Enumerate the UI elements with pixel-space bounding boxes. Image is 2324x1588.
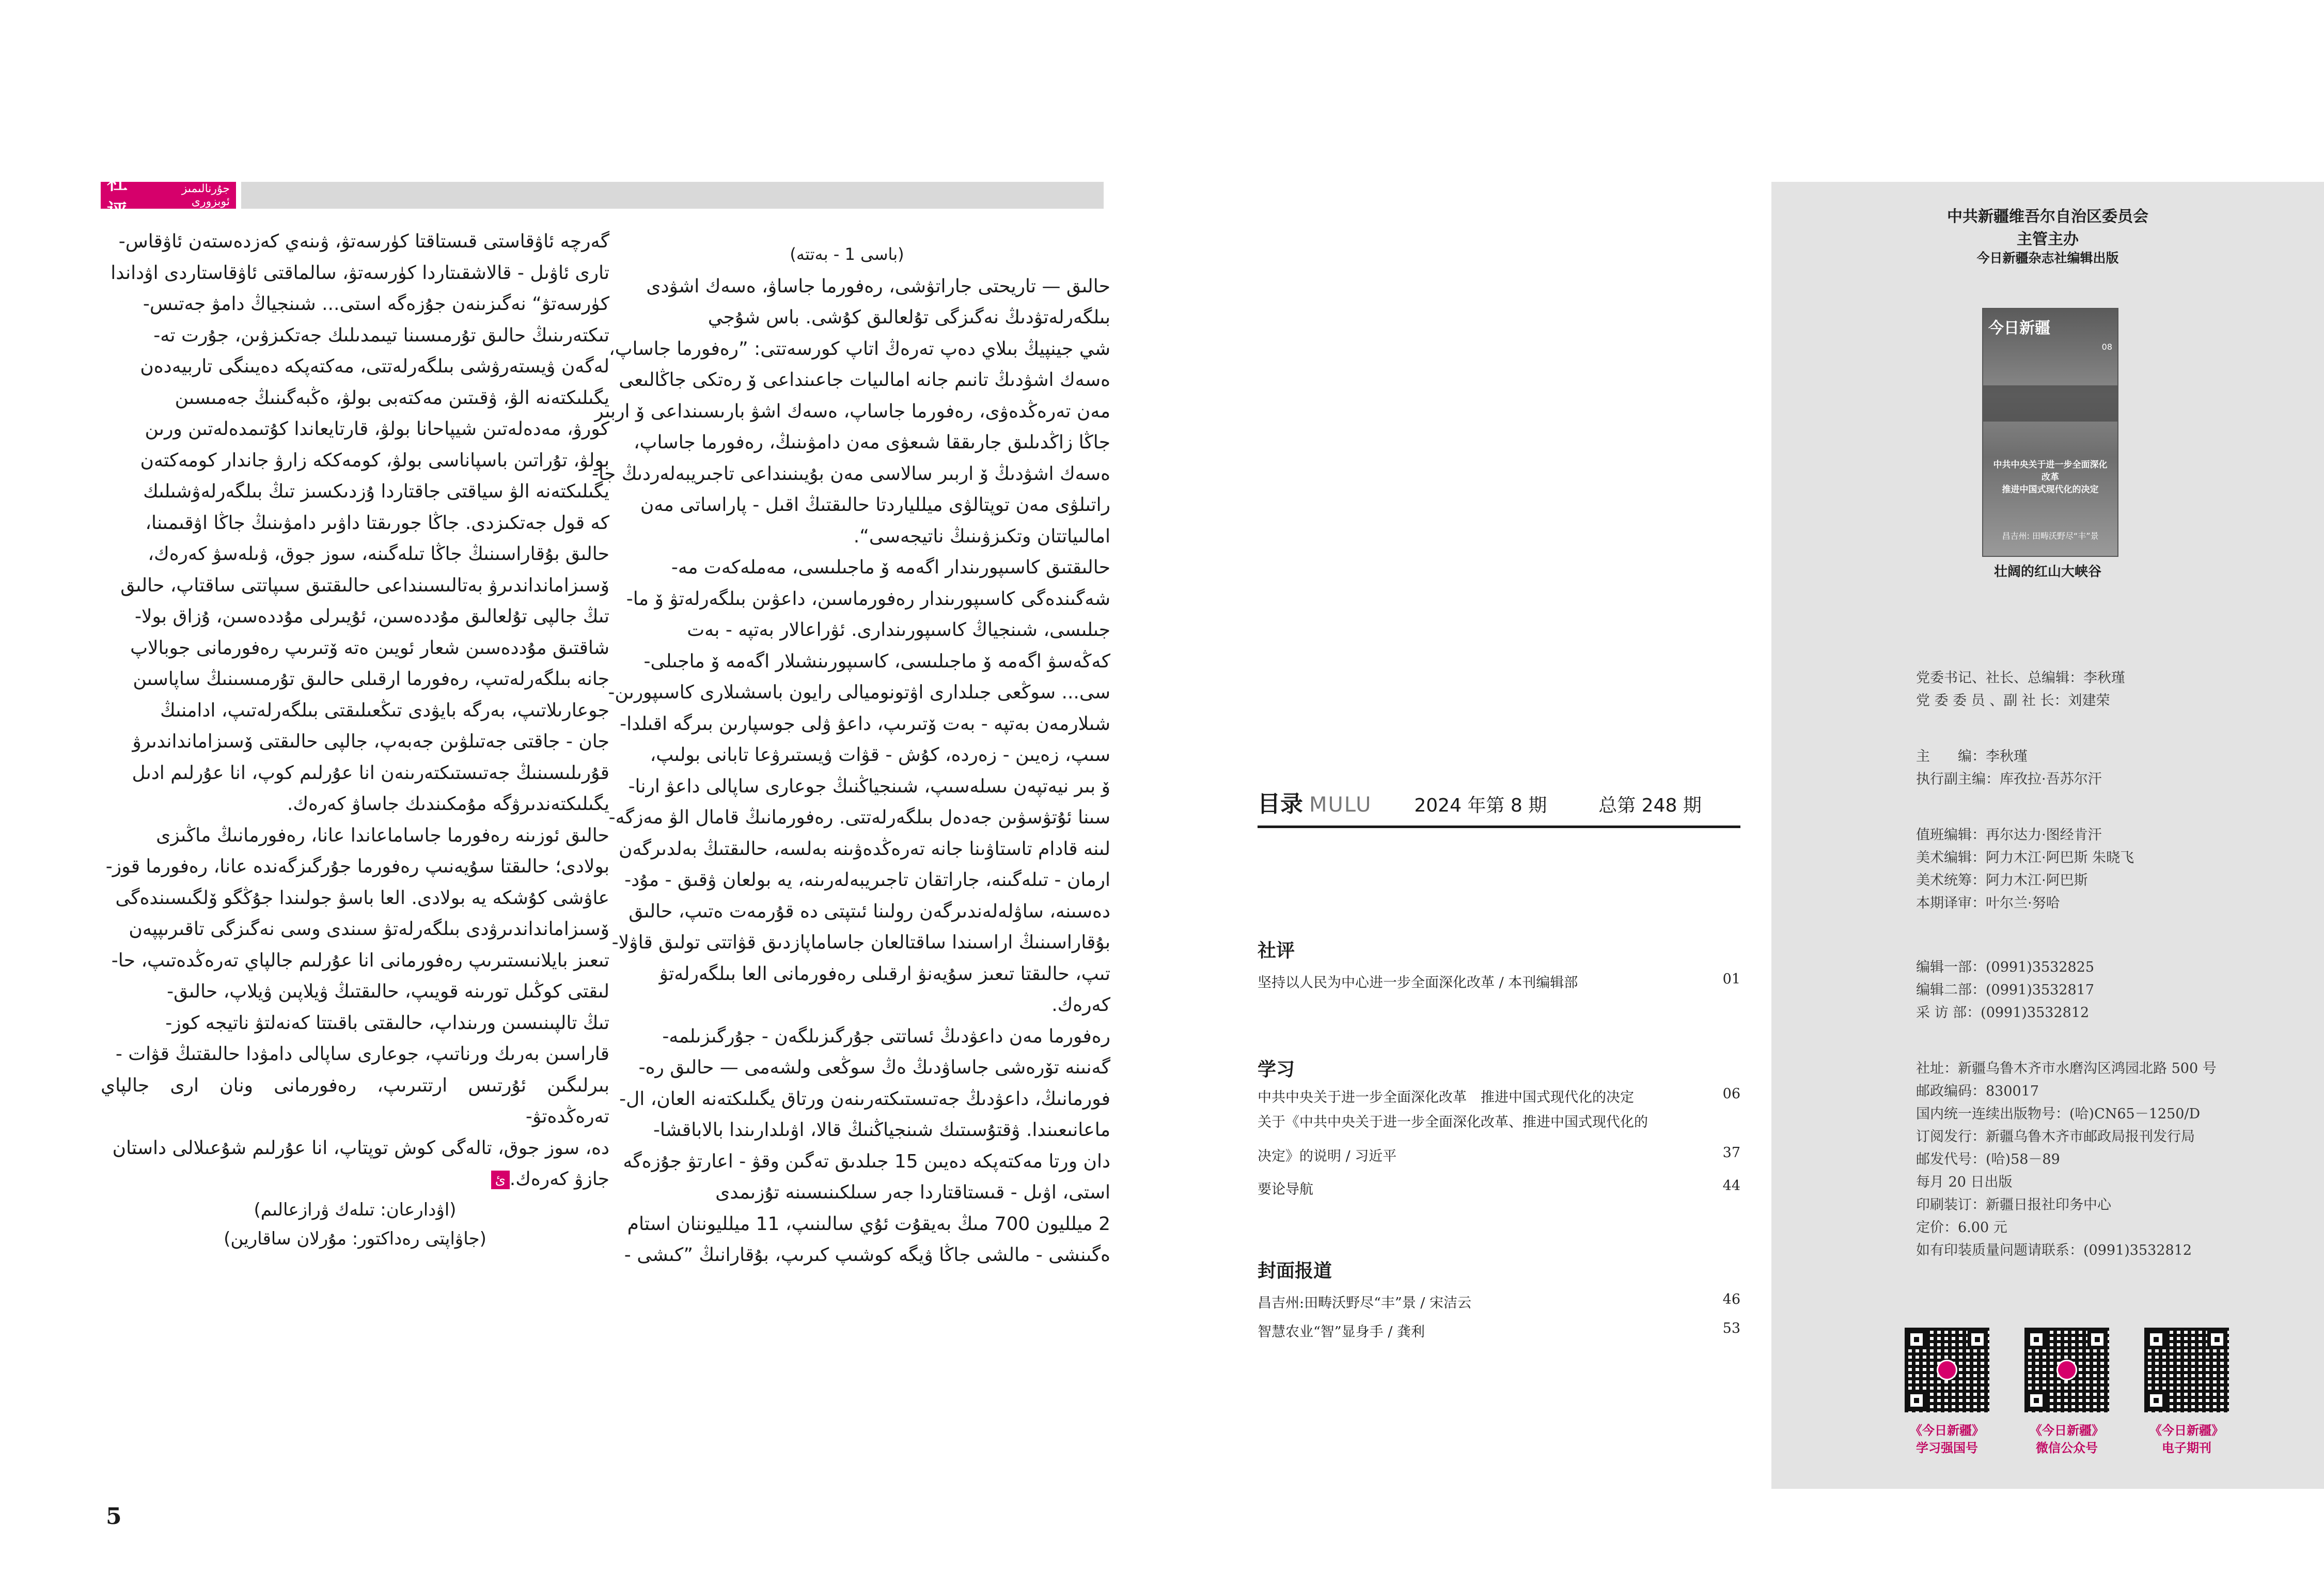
qr-code-icon[interactable] bbox=[1905, 1328, 1989, 1412]
toc-item-page: 46 bbox=[1722, 1291, 1740, 1307]
article-column-middle bbox=[584, 239, 1110, 1271]
text-line: شىلارمەن بەتپە - بەت ۆتىرىپ، داعۋ ۋلى جوسپارىن بىرگە اقىلدا- bbox=[620, 713, 1110, 735]
qr-logo-icon bbox=[1937, 1360, 1957, 1380]
paragraph bbox=[101, 226, 609, 820]
toc-title: 目录 bbox=[1258, 791, 1303, 817]
text-line: سى... سوڭعى جىلدارى اۋتونوميالى رايون باسشىلارى كاسىپورىن- bbox=[608, 682, 1110, 703]
text-line: مەن تەرەڭدەۋى، رەفورما جاساپ، ەسەك اشۋ بارىسىنداعى ۆ اربىر bbox=[594, 400, 1110, 422]
qr-logo-icon bbox=[2056, 1360, 2077, 1380]
toc-item[interactable] bbox=[1258, 1086, 1740, 1106]
cover-caption: 壮阔的红山大峡谷 bbox=[1993, 564, 2101, 580]
text-line: ارمان - تىلەگىنە، جاراتقان تاجىريبەلەرىنە، يە بولعان ۋقىق - مۇد- bbox=[624, 869, 1110, 891]
toc-item-title: 要论导航 bbox=[1258, 1181, 1313, 1197]
qr-caption-line: 微信公众号 bbox=[2036, 1441, 2098, 1455]
article-end-mark-icon: ئ bbox=[491, 1171, 510, 1189]
table-of-contents bbox=[1258, 785, 1740, 1340]
toc-total-issue: 总第 248 期 bbox=[1598, 795, 1702, 816]
qr-finder-icon bbox=[2027, 1391, 2046, 1410]
cover-masthead: 今日新疆 bbox=[1988, 319, 2050, 337]
text-line: كەڭەسۋ اگەمە ۆ ماجىلىسى، كاسىپورىنشىلار اگەمە ۆ ماجىلى- bbox=[643, 650, 1110, 672]
text-line: سىپ، زەيىن - زەردە، كۇش - قۋات ۋيستىرۋعا تابانى بولىپ، bbox=[650, 744, 1110, 766]
text-line: لەگەن ۋيستەرۋشى بىلگەرلەتتى، مەكتەپكە دەيىنگى تاربيەدەن bbox=[140, 356, 609, 377]
toc-item-page: 44 bbox=[1722, 1178, 1740, 1194]
qr-finder-icon bbox=[2087, 1330, 2107, 1349]
text-line: لىقتى كوڭىل تورىنە قويىپ، حالىقتىڭ ۋيلاپىن ۋيلاپ، حالىق- bbox=[167, 981, 609, 1002]
text-line: حالىق — تاريحتى جاراتۋشى، رەفورما جاساۋ، ەسەك اشۋدى bbox=[646, 275, 1110, 297]
editor-credit: (جاۋاپتى رەداكتور: مۇرلان ساقارين) bbox=[224, 1228, 486, 1249]
phone-line: 编辑一部：(0991)3532825 bbox=[1916, 959, 2095, 975]
sponsor-line: 中共新疆维吾尔自治区委员会 bbox=[1947, 208, 2148, 226]
toc-item-title: 昌吉州:田畴沃野尽“丰”景 / 宋洁云 bbox=[1258, 1295, 1471, 1311]
text-line: شي جينپيڭ بىلاي دەپ تەرەڭ اتاپ كورسەتتى: ”رەفورما جاساپ، bbox=[608, 338, 1110, 360]
text-line: سىنا ئۇتۋسۋىن جەدەل بىلگەرلەتتى. رەفورمانىڭ قامال الۋ مەزگە- bbox=[608, 807, 1110, 828]
publication-line: 国内统一连续出版物号：(哈)CN65－1250/D bbox=[1916, 1106, 2201, 1122]
text-line: تىڭ جالپى تۇلعالىق مۇددەسىن، ئۇيىرلى مۇددەسىن، ۇزاق بولا- bbox=[134, 606, 609, 627]
paragraph bbox=[584, 1021, 1110, 1271]
text-line: تىڭ تالپىنىسىن ورىنداپ، حالىقتى باقىتتا كەنەلتۋ ناتيجە كوز- bbox=[165, 1012, 609, 1034]
text-line: قاراسىن بەرىك ورناتىپ، جوعارى ساپالى دامۋدا حالىقتىڭ قۋات - bbox=[115, 1044, 609, 1065]
toc-item-title: 决定》的说明 / 习近平 bbox=[1258, 1148, 1397, 1164]
text-line: لىنە قادام تاستاۋىنا جانە تەرەڭدەۋىنە بەلسە، حالىقتىڭ بەلدىرگەن bbox=[619, 838, 1110, 860]
phone-line: 编辑二部：(0991)3532817 bbox=[1916, 982, 2095, 998]
text-line: رەفورما مەن داعۋدىڭ ئساتتى جۇرگىزىلگەن - جۇرگىزىلمە- bbox=[662, 1025, 1110, 1047]
continued-from-note: (باسى 1 - بەتتە) bbox=[790, 244, 904, 264]
toc-item[interactable] bbox=[1258, 971, 1740, 991]
text-line: حالىقتىق كاسىپورىندار اگەمە ۆ ماجىلىسى، مەملەكەت مە- bbox=[671, 557, 1110, 578]
text-line: كۈرسەتۋ“ نەگىزىنەن جۇزەگە استى... شىنجياڭ دامۋ جەتىس- bbox=[143, 293, 609, 315]
section-tag-zh: 社评 bbox=[107, 170, 128, 224]
translator-credit: (اۋدارعان: تىلەك ۋرازعالىم) bbox=[254, 1199, 457, 1220]
qr-finder-icon bbox=[2146, 1330, 2166, 1349]
text-line: دان ورتا مەكتەپكە دەيىن 15 جىلدىق تەگىن وقۋ - اعارتۋ جۇزەگە bbox=[623, 1150, 1110, 1172]
article-column-left bbox=[101, 226, 609, 1253]
qr-code-icon[interactable] bbox=[2144, 1328, 2229, 1412]
cover-headline-line: 中共中央关于进一步全面深化改革 bbox=[1993, 460, 2108, 482]
qr-finder-icon bbox=[2146, 1391, 2166, 1410]
toc-item[interactable] bbox=[1258, 1111, 1740, 1131]
toc-item-page bbox=[1709, 1111, 1740, 1131]
qr-caption bbox=[1890, 1422, 2004, 1457]
text-line: بولادى؛ حالىقتا سۇيەنىپ رەفورما جۇرگىزگەندە عانا، رەفورما قوز- bbox=[105, 856, 609, 877]
cover-band bbox=[1983, 385, 2117, 422]
text-line: گەرچە ئاۋقاستى قىستاقتا كۈرسەتۋ، ۋىنەي كەزدەستەن ئاۋقاس- bbox=[118, 231, 609, 252]
text-line: شەگىندەگى كاسىپورىندار رەفورماسىن، داعۋىن بىلگەرلەتۋ ۆ ما- bbox=[626, 588, 1110, 610]
qr-caption-line: 《今日新疆》 bbox=[2149, 1423, 2224, 1438]
qr-finder-icon bbox=[1907, 1330, 1926, 1349]
publication-line: 定价：6.00 元 bbox=[1916, 1220, 2007, 1236]
toc-item[interactable] bbox=[1258, 1178, 1740, 1198]
sponsor-line: 主管主办 bbox=[2017, 230, 2079, 248]
page-number: 5 bbox=[106, 1503, 122, 1530]
publication-line: 社址：新疆乌鲁木齐市水磨沟区鸿园北路 500 号 bbox=[1916, 1061, 2217, 1077]
publication-line: 每月 20 日出版 bbox=[1916, 1174, 2013, 1190]
text-line: تىعىز بايلانىستىرىپ رەفورمانى انا عۇرلىم جالپاي تەرەڭدەتىپ، حا- bbox=[111, 949, 609, 971]
text-line: كەرەك. bbox=[1051, 994, 1110, 1016]
text-line: جانە بىلگەرلەتىپ، رەفورما ارقىلى حالىق تۇرمىسىنىڭ ساپاسىن bbox=[133, 668, 609, 690]
toc-item-page: 37 bbox=[1722, 1145, 1740, 1161]
text-line: ۆسىزامانداندىرۋدى بىلگەرلەتۋ سىندى وسى نەگىزگى تاقىرىپپەن bbox=[129, 918, 609, 940]
publication-line: 印刷装订：新疆日报社印务中心 bbox=[1916, 1197, 2111, 1213]
text-line: 2 ميلليون 700 مىڭ بەيقۇت ئۇي سالىنىپ، 11 ميلليوننان استام bbox=[627, 1213, 1110, 1235]
section-tag-accent bbox=[236, 182, 241, 209]
qr-caption-line: 《今日新疆》 bbox=[1910, 1423, 1984, 1438]
text-line: ەگىنشى - مالشى جاڭا ۋيگە كوشىپ كىرىپ، بۇقارانىڭ ”كىشى - bbox=[624, 1244, 1110, 1266]
staff-line: 美术编辑：阿力木江·阿巴斯 朱晓飞 bbox=[1916, 850, 2134, 866]
toc-item-page: 53 bbox=[1722, 1320, 1740, 1336]
cover-bottom-line: 昌吉州: 田畴沃野尽“丰”景 bbox=[2002, 531, 2099, 541]
toc-section-title: 封面报道 bbox=[1258, 1260, 1332, 1282]
staff-line: 值班编辑：再尔达力·图经肯汗 bbox=[1916, 827, 2102, 843]
toc-item-title: 坚持以人民为中心进一步全面深化改革 / 本刊编辑部 bbox=[1258, 975, 1578, 991]
qr-caption bbox=[2130, 1422, 2243, 1457]
text-line: قۇرىلىسىنىڭ جەتىستىكتەرىنەن انا عۇرلىم كوپ، انا عۇرلىم ادىل bbox=[132, 762, 609, 784]
cover-image bbox=[1982, 308, 2118, 557]
toc-item[interactable] bbox=[1258, 1320, 1740, 1341]
toc-item-title: 中共中央关于进一步全面深化改革 推进中国式现代化的决定 bbox=[1258, 1089, 1634, 1106]
text-line: بولۋ، تۇراتىن باسپاناسى بولۋ، كومەككە زارۋ جاندار كومەكتەن bbox=[140, 449, 609, 471]
text-line: شاقتىق مۇددەسىن شعار ئويىن ەتە ۆتىرىپ رەفورمانى جوبالاپ bbox=[130, 637, 609, 659]
toc-item[interactable] bbox=[1258, 1145, 1740, 1165]
staff-line: 本期译审：叶尔兰·努哈 bbox=[1916, 895, 2060, 911]
text-line: راتىلۋى مەن توپتالۋى ميللياردتا حالىقتىڭ اقىل - پاراساتى مەن bbox=[640, 494, 1110, 516]
text-line: گەنىنە تۆرەشى جاساۋدىڭ ەڭ سوڭعى ولشەمى — حالىق رە- bbox=[638, 1057, 1110, 1078]
toc-item-page: 01 bbox=[1722, 971, 1740, 987]
text-line: تىكتەرىنىڭ حالىق تۇرمىسىنا تيىمدىلىك جەتكىزۋىن، جۇرت تە- bbox=[153, 324, 609, 346]
qr-caption-line: 学习强国号 bbox=[1916, 1441, 1978, 1455]
publication-line: 邮政编码：830017 bbox=[1916, 1083, 2039, 1099]
cover-issue-number: 08 bbox=[2101, 342, 2112, 352]
text-line: جان - جاقتى جەتىلۋىن جەبەپ، جالپى حالىقتى ۆسىزامانداندىرۋ bbox=[132, 731, 609, 752]
toc-issue: 2024 年第 8 期 bbox=[1414, 795, 1547, 816]
staff-line: 党 委 委 员 、副 社 长：刘建荣 bbox=[1916, 693, 2110, 709]
qr-finder-icon bbox=[2207, 1330, 2227, 1349]
cover-headline-line: 推进中国式现代化的决定 bbox=[2002, 485, 2099, 495]
text-line: حالىق ئوزىنە رەفورما جاساماعاندا عانا، رەفورمانىڭ ماڭىزى bbox=[156, 824, 609, 846]
text-line: كە قول جەتكىزدى. جاڭا جورىقتا داۋىر دامۋىنىڭ جاڭا اۋقىمىنا، bbox=[145, 512, 609, 534]
text-line: ەسەك اشۋدىڭ ۆ اربىر سالاسى مەن بۇيىنىنداعى تاجىريبەلەردىڭ جا- bbox=[592, 463, 1110, 485]
text-line: استى، اۋىل - قىستاقتاردا جەر سىلكىنىسىنە تۇزىمدى bbox=[715, 1182, 1110, 1203]
qr-caption-line: 《今日新疆》 bbox=[2030, 1423, 2104, 1438]
text-line: جىلىسى، شىنجياڭ كاسىپورىندارى. ئۋراعالار بەتپە - بەت bbox=[687, 619, 1110, 641]
text-line: ۆ بىر نيەتپەن ىسلەسىپ، شىنجياڭنىڭ جوعارى ساپالى داعۋ ارنا- bbox=[628, 775, 1110, 797]
text-line: جوعارىلاتىپ، بەرگە بايۋدى تىڭعىلىقتى بىلگەرلەتىپ، ادامنىڭ bbox=[160, 699, 609, 721]
text-line: فورمانىڭ، داعۋدىڭ جەتىستىكتەرىنەن ورتاق يگىلىكتەنە العان، ال- bbox=[619, 1088, 1110, 1110]
toc-section-title: 社评 bbox=[1258, 940, 1295, 961]
toc-title-latin: MULU bbox=[1309, 793, 1372, 817]
text-line: امالىياتتان وتكىزۋىنىڭ ناتيجەسى“. bbox=[853, 525, 1110, 547]
text-line-end: جازۋ كەرەك. bbox=[509, 1169, 609, 1190]
qr-finder-icon bbox=[1907, 1391, 1926, 1410]
section-tag-ug: جۇرنالىمىز ئوبزورى bbox=[181, 182, 230, 208]
paragraph bbox=[101, 820, 609, 1195]
text-line: يگىلىكتەنە الۋ سياقتى جاقتاردا ۇزدىكسىز تىڭ بىلگەرلەۋشىلىك bbox=[143, 481, 609, 502]
text-line: تارى ئاۋىل - قالاشقىتاردا كۈرسەتۋ، سالماقتى ئاۋقاستاردى اۋداندا bbox=[111, 262, 609, 284]
paragraph bbox=[584, 271, 1110, 1021]
publication-line: 订阅发行：新疆乌鲁木齐市邮政局报刊发行局 bbox=[1916, 1129, 2195, 1145]
text-line bbox=[101, 1164, 609, 1195]
qr-code-icon[interactable] bbox=[2024, 1328, 2109, 1412]
text-line: يگىلىكتەندىرۋگە مۇمكىندىك جاساۋ كەرەك. bbox=[287, 793, 609, 815]
text-line: ۆسىزامانداندىرۋ بەتالىسىنداعى حالىقتىق سىپاتتى ساقتاپ، حالىق bbox=[120, 574, 609, 596]
qr-finder-icon bbox=[1968, 1330, 1987, 1349]
cover-headline bbox=[1989, 459, 2111, 496]
toc-item-page: 06 bbox=[1722, 1086, 1740, 1102]
toc-item-title: 关于《中共中央关于进一步全面深化改革、推进中国式现代化的 bbox=[1258, 1114, 1648, 1130]
text-line: عاۋشى كۇشكە يە بولادى. العا باسۋ جولىندا جۇڭگو ۆلگىسىندەگى bbox=[115, 887, 609, 909]
qr-caption-line: 电子期刊 bbox=[2162, 1441, 2211, 1455]
text-line: بىرلىگىن ئۇرتىس ارتتىرىپ، رەفورمانى ونان ارى جالپاي تەرەڭدەتۋ- bbox=[101, 1075, 609, 1127]
text-line: كورۋ، مەدەلەتىن شيپاحانا بولۋ، قارتايعاندا كۇتىمدەلەتىن ورىن bbox=[145, 418, 609, 440]
toc-header bbox=[1258, 785, 1740, 828]
qr-caption bbox=[2010, 1422, 2124, 1457]
staff-line: 美术统筹：阿力木江·阿巴斯 bbox=[1916, 873, 2088, 889]
text-line: دەسىنە، ساۋلەلەندىرگەن رولىنا ئىتپتى دە قۇرمەت ەتىپ، حالىق bbox=[629, 900, 1110, 922]
sponsor-line: 今日新疆杂志社编辑出版 bbox=[1976, 251, 2119, 266]
phone-line: 采 访 部：(0991)3532812 bbox=[1916, 1005, 2090, 1021]
text-line: دە، سوز جوق، تالەگى كوش توپتاپ، انا عۇرلىم شۇعىلالى داستان bbox=[112, 1137, 609, 1159]
text-line: بىلگەرلەتۋدىڭ نەگىزگى تۇلعالىق كۇشى. باس شۇجي bbox=[708, 307, 1110, 328]
qr-finder-icon bbox=[2027, 1330, 2046, 1349]
section-tag bbox=[101, 170, 236, 224]
text-line: حالىق بۇقاراسىنىڭ جاڭا تىلەگىنە، سوز جوق، ۋىلەسۋ كەرەك، bbox=[148, 543, 609, 565]
text-line: بۇقاراسىنىڭ اراسىندا ساقتالعان جاساماپازدىق قۋاتتى تولىق قاۋلا- bbox=[611, 932, 1110, 953]
publication-line: 邮发代号：(哈)58－89 bbox=[1916, 1151, 2060, 1167]
toc-item-title: 智慧农业“智”显身手 / 龚利 bbox=[1258, 1324, 1425, 1340]
staff-line: 主 编：李秋瑾 bbox=[1916, 749, 2028, 765]
header-band bbox=[101, 182, 1104, 209]
text-line: تىپ، حالىقتا تىعىز سۇيەنۋ ارقىلى رەفورمانى العا بىلگەرلەتۋ bbox=[659, 963, 1110, 985]
text-line: يگىلىكتەنە الۋ، ۋقىتىن مەكتەبى بولۋ، ەڭبەگىنىڭ جەمىسىن bbox=[175, 387, 609, 409]
text-line: ماعانىعىندا. ۋقتۇسىتىك شىنجياڭنىڭ قالا، اۋىلدارىندا بالاباقشا- bbox=[653, 1119, 1110, 1141]
text-line: جاڭا زاڭدىلىق جارىققا شىعۋى مەن دامۋىنىڭ، رەفورما جاساپ، bbox=[633, 432, 1110, 453]
text-line: ەسەك اشۋدىڭ تانىم جانە امالىيات جاعىنداعى ۆ رەتكى جاڭالىعى bbox=[619, 369, 1110, 391]
staff-line: 执行副主编：库孜拉·吾苏尔汗 bbox=[1916, 771, 2102, 787]
toc-section-title: 学习 bbox=[1258, 1059, 1295, 1080]
publication-line: 如有印装质量问题请联系：(0991)3532812 bbox=[1916, 1242, 2192, 1258]
staff-line: 党委书记、社长、总编辑：李秋瑾 bbox=[1916, 670, 2125, 686]
toc-item[interactable] bbox=[1258, 1291, 1740, 1312]
